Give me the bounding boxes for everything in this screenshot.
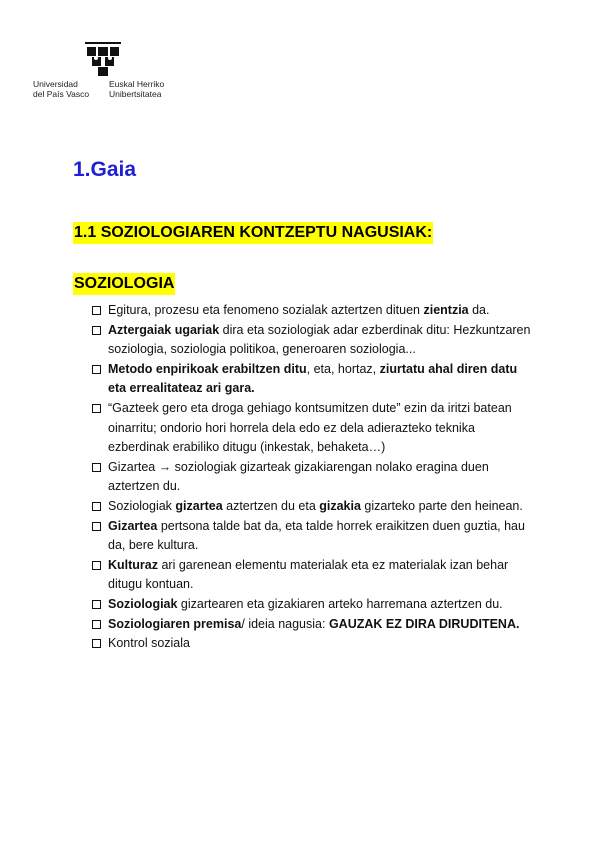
text: Soziologiak bbox=[108, 498, 176, 513]
logo-line: Euskal Herriko bbox=[109, 79, 165, 89]
text: dira eta soziologiak adar ezberdinak ditu: Hezkuntzaren soziologia, soziologia politikoa, generoaren soziologia... bbox=[108, 322, 531, 357]
bold-text: Soziologiaren premisa bbox=[108, 616, 242, 631]
logo-text-spanish bbox=[33, 79, 89, 99]
text: Egitura, prozesu eta fenomeno sozialak aztertzen dituen bbox=[108, 303, 424, 317]
subsection-heading: SOZIOLOGIA bbox=[73, 273, 175, 295]
checkbox-bullet-icon bbox=[92, 463, 101, 472]
bold-text: zientzia bbox=[423, 303, 469, 317]
text: Kontrol soziala bbox=[108, 636, 190, 651]
checkbox-bullet-icon bbox=[92, 639, 101, 648]
text: , eta, hortaz, bbox=[306, 361, 380, 376]
list-item bbox=[92, 321, 537, 360]
list-item bbox=[92, 615, 537, 635]
text: “Gazteek gero eta droga gehiago kontsumitzen dute” ezin da iritzi batean oinarritu; ondorio hori horrela dela edo ez dela adierazteko teknika ezberdinak erabiliko ditugu (inkestak, behaketa…) bbox=[108, 400, 512, 455]
logo-line: del País Vasco bbox=[33, 89, 90, 99]
text: da. bbox=[468, 303, 490, 317]
section-heading: 1.1 SOZIOLOGIAREN KONTZEPTU NAGUSIAK: bbox=[73, 222, 433, 244]
checkbox-bullet-icon bbox=[92, 561, 101, 570]
bold-text: Gizartea bbox=[108, 518, 158, 533]
checkbox-bullet-icon bbox=[92, 306, 101, 315]
page-title: 1.Gaia bbox=[73, 158, 137, 181]
logo-line: Universidad bbox=[33, 79, 78, 89]
checkbox-bullet-icon bbox=[92, 502, 101, 511]
bold-text: Aztergaiak ugariak bbox=[108, 322, 220, 337]
list-item bbox=[92, 595, 537, 615]
logo-line: Unibertsitatea bbox=[109, 89, 162, 99]
text: gizarteko parte den heinean. bbox=[360, 498, 523, 513]
bullet-list bbox=[92, 301, 537, 654]
bold-text: ziurtatu ahal diren datu eta errealitateaz ari gara. bbox=[108, 361, 518, 396]
bold-text: Soziologiak bbox=[108, 596, 178, 611]
list-item bbox=[92, 458, 537, 497]
text: gizartearen eta gizakiaren arteko harremana aztertzen du. bbox=[177, 596, 503, 611]
bold-text: Kulturaz bbox=[108, 557, 158, 572]
list-item bbox=[92, 634, 537, 654]
list-item bbox=[92, 497, 537, 517]
checkbox-bullet-icon bbox=[92, 620, 101, 629]
checkbox-bullet-icon bbox=[92, 600, 101, 609]
list-item bbox=[92, 517, 537, 556]
list-item bbox=[92, 399, 537, 458]
text: pertsona talde bat da, eta talde horrek eraikitzen duen guztia, hau da, bere kultura. bbox=[108, 518, 525, 553]
text: / ideia nagusia: bbox=[241, 616, 329, 631]
checkbox-bullet-icon bbox=[92, 404, 101, 413]
logo-text-basque bbox=[109, 79, 164, 99]
text: ari garenean elementu materialak eta ez materialak izan behar ditugu kontuan. bbox=[108, 557, 509, 592]
text: Gizartea → soziologiak gizarteak gizakiarengan nolako eragina duen aztertzen du. bbox=[108, 459, 489, 494]
bold-text: Metodo enpirikoak erabiltzen ditu bbox=[108, 361, 307, 376]
list-item bbox=[92, 556, 537, 595]
university-logo bbox=[33, 42, 178, 104]
checkbox-bullet-icon bbox=[92, 365, 101, 374]
checkbox-bullet-icon bbox=[92, 326, 101, 335]
bold-text: gizartea bbox=[175, 498, 223, 513]
text: aztertzen du eta bbox=[222, 498, 320, 513]
list-item bbox=[92, 360, 537, 399]
bold-text: gizakia bbox=[319, 498, 361, 513]
list-item bbox=[92, 301, 537, 321]
upv-ehu-logo-icon bbox=[83, 42, 123, 78]
bold-text: GAUZAK EZ DIRA DIRUDITENA. bbox=[328, 616, 520, 631]
checkbox-bullet-icon bbox=[92, 522, 101, 531]
